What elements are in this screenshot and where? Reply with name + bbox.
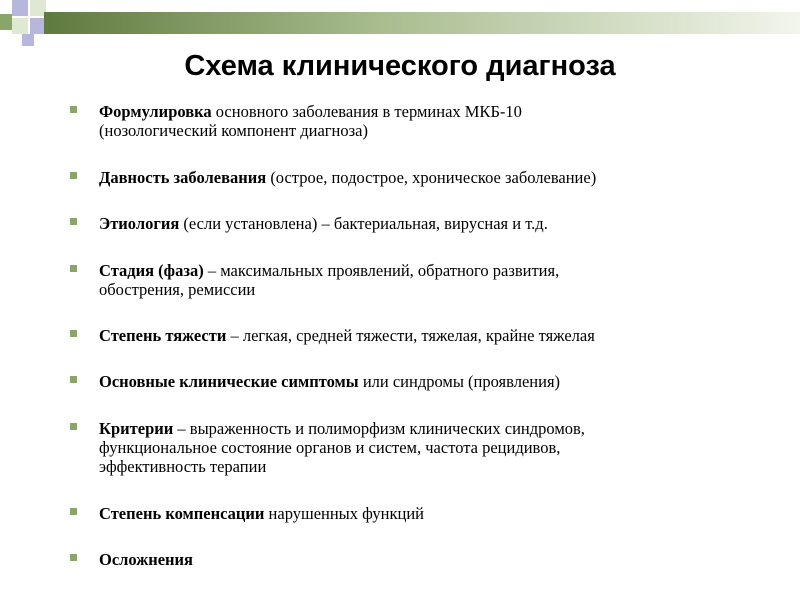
list-item-text <box>99 504 719 523</box>
slide-title: Схема клинического диагноза <box>184 50 616 82</box>
list-item-text <box>99 419 719 476</box>
item-term: Давность заболевания <box>99 168 267 187</box>
bullet-icon <box>70 376 77 383</box>
item-term: Формулировка <box>99 102 212 121</box>
bullet-icon <box>70 508 77 515</box>
bullet-icon <box>70 265 77 272</box>
item-description-cont: функциональное состояние органов и систем, частота рецидивов, <box>99 438 561 457</box>
item-description: основного заболевания в терминах МКБ-10 <box>211 102 522 121</box>
bullet-icon <box>70 330 77 337</box>
list-item-text <box>99 168 719 187</box>
item-term: Степень компенсации <box>99 504 265 523</box>
bullet-icon <box>70 218 77 225</box>
item-description-cont: обострения, ремиссии <box>99 280 256 299</box>
item-description: – максимальных проявлений, обратного развития, <box>203 261 560 280</box>
bullet-icon <box>70 554 77 561</box>
item-term: Осложнения <box>99 550 193 569</box>
list-item-text <box>99 372 719 391</box>
item-description: (если установлена) – бактериальная, вирусная и т.д. <box>179 214 548 233</box>
bullet-icon <box>70 106 77 113</box>
item-term: Стадия (фаза) <box>99 261 204 280</box>
bullet-icon <box>70 172 77 179</box>
item-term: Степень тяжести <box>99 326 227 345</box>
item-description: – выраженность и полиморфизм клинических синдромов, <box>173 419 585 438</box>
item-description-cont: (нозологический компонент диагноза) <box>99 121 368 140</box>
item-description: нарушенных функций <box>264 504 424 523</box>
item-description: (острое, подострое, хроническое заболевание) <box>266 168 597 187</box>
bullet-icon <box>70 423 77 430</box>
list-item-text <box>99 214 719 233</box>
item-term: Основные клинические симптомы <box>99 372 359 391</box>
item-description: – легкая, средней тяжести, тяжелая, крайне тяжелая <box>226 326 595 345</box>
item-description-cont: эффективность терапии <box>99 457 267 476</box>
list-item-text <box>99 326 719 345</box>
list-item-text <box>99 550 719 569</box>
list-item-text <box>99 102 719 140</box>
item-term: Этиология <box>99 214 180 233</box>
item-description: или синдромы (проявления) <box>358 372 561 391</box>
item-term: Критерии <box>99 419 174 438</box>
list-item-text <box>99 261 719 299</box>
